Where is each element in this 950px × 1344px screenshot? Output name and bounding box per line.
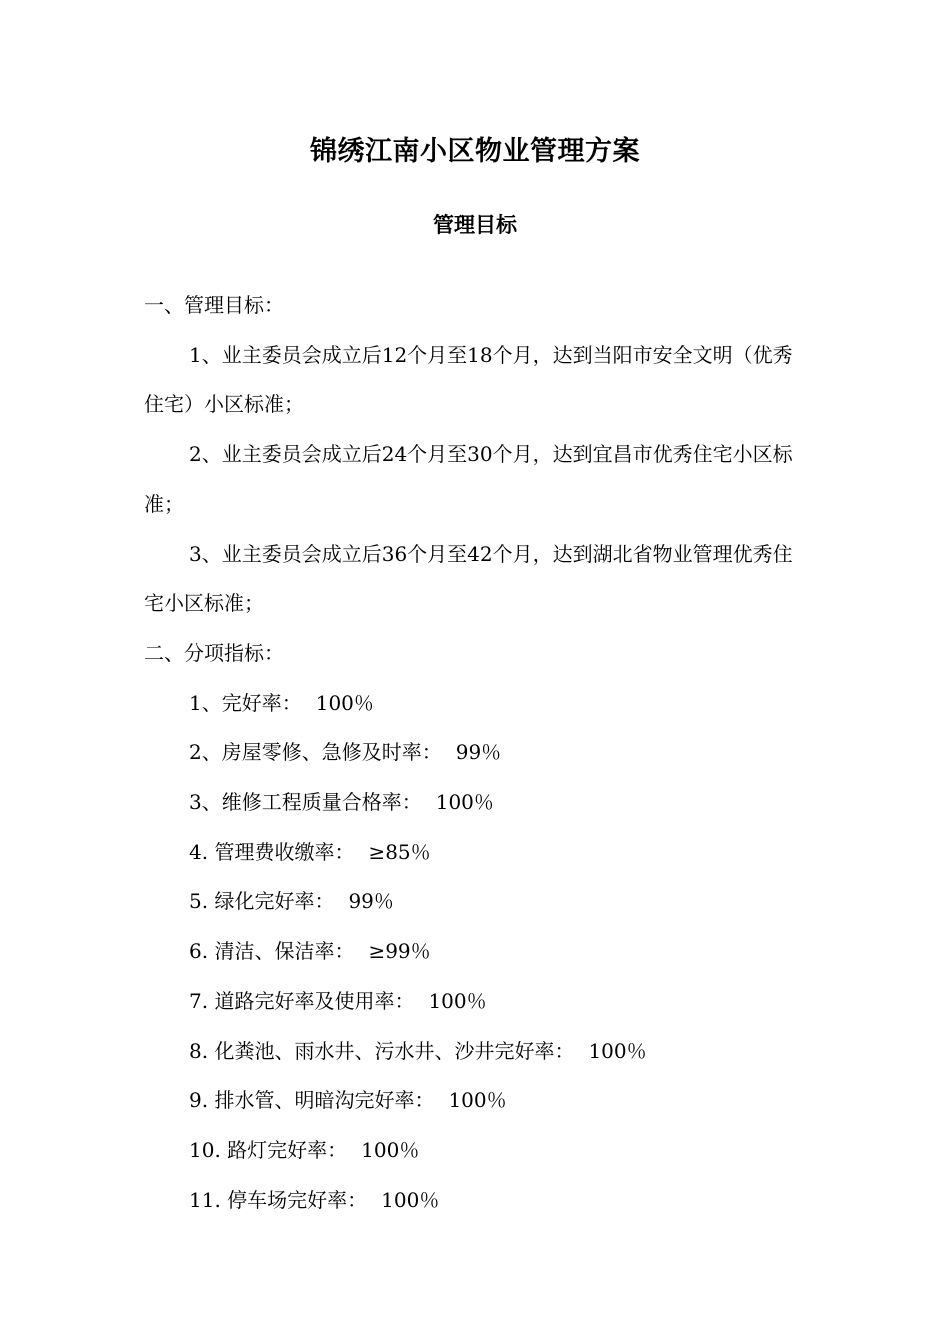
indicator-value: 100％ (315, 690, 374, 715)
indicator-label: 5. 绿化完好率： (189, 889, 335, 914)
section-heading-indicators: 二、分项指标： (144, 640, 284, 665)
indicator-item-4 (144, 828, 808, 878)
indicator-value: 100％ (428, 988, 487, 1013)
document-title: 锦绣江南小区物业管理方案 (310, 136, 640, 167)
indicator-label: 1、完好率： (189, 690, 302, 715)
indicator-item-8 (144, 1027, 808, 1077)
indicator-value: 100％ (588, 1038, 647, 1063)
document-body (144, 281, 808, 1225)
indicator-value: 100％ (381, 1187, 440, 1212)
section-heading-management-goals: 一、管理目标： (144, 293, 284, 317)
indicator-value: 100％ (448, 1088, 507, 1113)
indicator-item-3 (144, 778, 808, 828)
indicator-value: 99％ (348, 889, 394, 914)
indicator-value: ≥85％ (368, 839, 431, 864)
indicator-value: 100％ (435, 790, 494, 815)
goal-item-2: 2、业主委员会成立后24个月至30个月，达到宜昌市优秀住宅小区标准； (144, 442, 793, 516)
indicator-label: 3、维修工程质量合格率： (189, 790, 422, 815)
indicator-item-9 (144, 1076, 808, 1126)
indicator-value: ≥99％ (368, 939, 431, 964)
indicator-label: 6. 清洁、保洁率： (189, 939, 355, 964)
indicator-item-6 (144, 927, 808, 977)
indicator-item-11 (144, 1176, 808, 1226)
indicator-value: 99％ (455, 740, 502, 765)
indicator-item-10 (144, 1126, 808, 1176)
indicator-label: 2、房屋零修、急修及时率： (189, 740, 442, 765)
goal-item-1: 1、业主委员会成立后12个月至18个月，达到当阳市安全文明（优秀住宅）小区标准； (144, 342, 793, 417)
indicator-item-5 (144, 877, 808, 927)
indicator-value: 100％ (361, 1137, 420, 1162)
indicator-item-1 (144, 679, 808, 729)
goal-item-3: 3、业主委员会成立后36个月至42个月，达到湖北省物业管理优秀住宅小区标准； (144, 541, 793, 616)
indicator-label: 11. 停车场完好率： (189, 1187, 368, 1212)
indicator-label: 10. 路灯完好率： (189, 1137, 348, 1162)
indicator-label: 7. 道路完好率及使用率： (189, 988, 415, 1013)
indicator-label: 9. 排水管、明暗沟完好率： (189, 1088, 435, 1113)
indicator-label: 4. 管理费收缴率： (189, 839, 355, 864)
document-subtitle: 管理目标 (433, 212, 517, 237)
indicator-item-2 (144, 728, 808, 778)
indicator-label: 8. 化粪池、雨水井、污水井、沙井完好率： (189, 1038, 575, 1063)
indicator-item-7 (144, 977, 808, 1027)
